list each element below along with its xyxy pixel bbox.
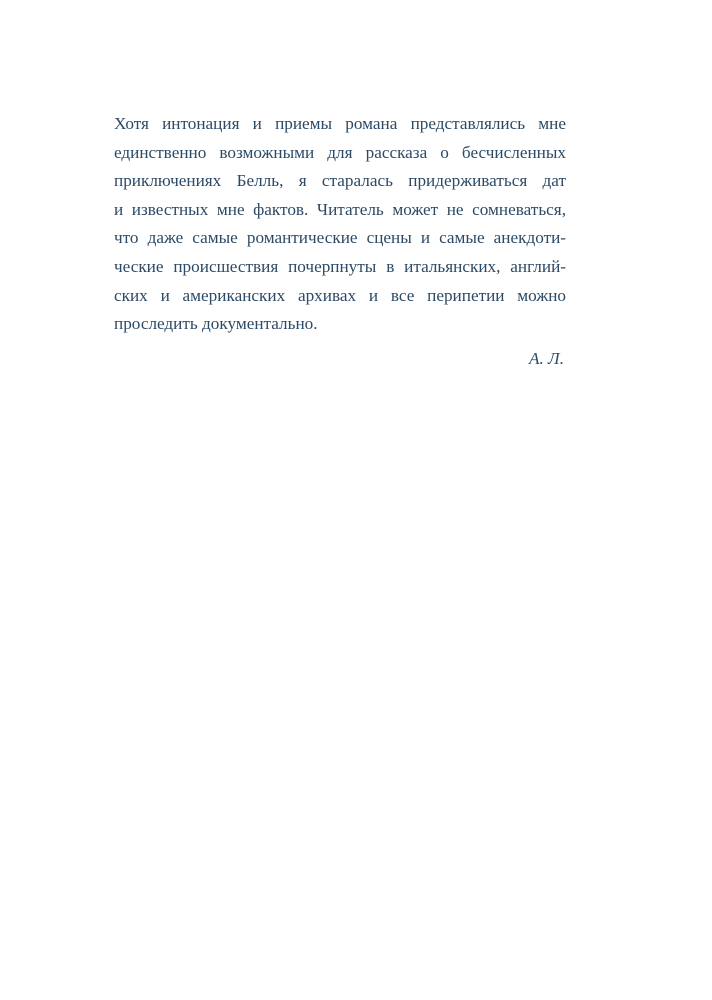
paragraph-line: проследить документально. <box>114 314 318 334</box>
paragraph-line: ских и американских архивах и все перипетии можно <box>114 285 566 305</box>
foreword-paragraph <box>114 110 566 373</box>
paragraph-line: приключениях Белль, я старалась придерживаться дат <box>114 171 566 191</box>
author-signature: А. Л. <box>528 348 564 368</box>
paragraph-line: Хотя интонация и приемы романа представлялись мне <box>114 114 566 133</box>
paragraph-line: ческие происшествия почерпнуты в итальянских, англий- <box>114 256 566 276</box>
paragraph-line: и известных мне фактов. Читатель может не сомневаться, <box>114 199 566 219</box>
paragraph-line: что даже самые романтические сцены и самые анекдоти- <box>114 228 566 248</box>
paragraph-line: единственно возможными для рассказа о бесчисленных <box>114 142 566 162</box>
